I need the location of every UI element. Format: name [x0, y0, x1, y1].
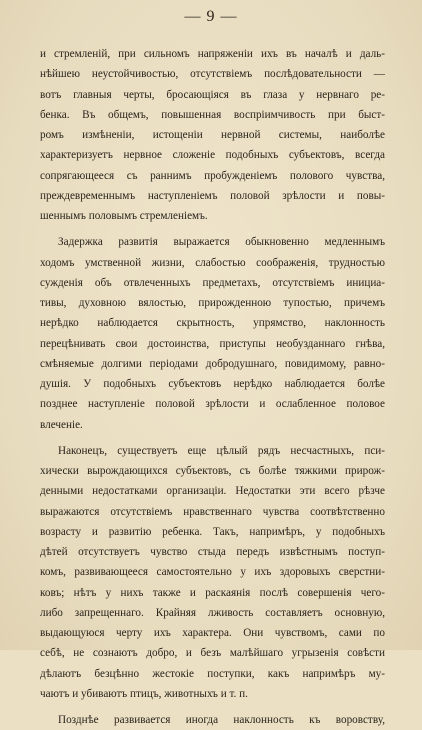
text-line: чаютъ и убиваютъ птицъ, животныхъ и т. п. — [40, 687, 248, 700]
text-line: душія. У подобныхъ субъектовъ нерѣдко наблюдается болѣе — [40, 378, 385, 390]
text-line: вотъ главныя черты, бросающіяся въ глаза у нервнаго ре- — [40, 88, 385, 101]
text-line: ковъ; нѣтъ у нихъ также и раскаянія послѣ совершенія чего- — [40, 586, 385, 599]
text-line: комъ, развивающееся самостоятельно у ихъ здоровыхъ сверстни- — [40, 566, 385, 579]
page-number: — 9 — — [184, 8, 238, 25]
text-line: выражаются отсутствіемъ нравственнаго чувства соотвѣтственно — [40, 505, 385, 518]
text-line: нѣйшею неустойчивостью, отсутствіемъ послѣдовательности — — [40, 68, 385, 81]
paragraph — [40, 232, 385, 435]
text-line: шеннымъ половымъ стремленіемъ. — [40, 210, 208, 222]
paragraph — [40, 44, 385, 226]
text-line: характеризуетъ нервное сложеніе подобныхъ субъектовъ, всегда — [40, 149, 385, 162]
text-line: дѣтей отсутствуетъ чувство стыда передъ извѣстнымъ поступ- — [40, 546, 385, 558]
text-line: Позднѣе развивается иногда наклонность къ воровству, — [58, 714, 385, 726]
text-line: ромъ измѣненіи, истощеніи нервной системы, наиболѣе — [40, 129, 385, 141]
text-line: сужденія объ отвлеченныхъ предметахъ, отсутствіемъ инициа- — [40, 276, 385, 289]
text-line: возрасту и развитію ребенка. Такъ, напримѣръ, у подобныхъ — [40, 525, 385, 538]
page-body-text — [40, 44, 385, 730]
text-line: либо запрещеннаго. Крайняя лживость составляетъ основную, — [40, 606, 385, 619]
text-line: перецѣнивать свои достоинства, приступы необузданнаго гнѣва, — [40, 337, 385, 350]
text-line: бенка. Въ общемъ, повышенная воспріимчивость при быст- — [40, 108, 385, 121]
text-line: денными недостатками организаціи. Недостатки эти всего рѣзче — [40, 485, 385, 498]
text-line: Наконецъ, существуетъ еще цѣлый рядъ несчастныхъ, пси- — [58, 444, 385, 457]
text-line: хически вырождающихся субъектовъ, съ болѣе тяжкими прирож- — [40, 465, 385, 477]
text-line: влеченіе. — [40, 418, 83, 431]
text-line: Задержка развитія выражается обыкновенно медленнымъ — [58, 236, 385, 249]
text-line: и стремленій, при сильномъ напряженіи ихъ въ началѣ и даль- — [40, 48, 385, 60]
paragraph — [40, 710, 385, 730]
text-line: выдающуюся черту ихъ характера. Они чувствомъ, сами по — [40, 627, 385, 639]
text-line: дѣлаютъ безцѣнно жестокіе поступки, какъ напримѣръ му- — [40, 667, 385, 680]
text-line: смѣняемые долгими періодами добродушнаго, повидимому, равно- — [40, 357, 385, 370]
text-line: сопрягающееся съ раннимъ пробужденіемъ полового чувства, — [40, 169, 385, 182]
text-line: нерѣдко наблюдается скрытность, упрямство, наклонность — [40, 317, 385, 330]
text-line: позднее наступленіе половой зрѣлости и ослабленное половое — [40, 398, 385, 411]
text-line: преждевременнымъ наступленіемъ половой зрѣлости и повы- — [40, 189, 385, 202]
paragraph — [40, 441, 385, 704]
text-line: ходомъ умственной жизни, слабостью соображенія, трудностью — [40, 256, 385, 269]
text-line: себѣ, не сознаютъ добро, и безъ малѣйшаго угрызенія совѣсти — [40, 647, 385, 660]
text-line: тивы, духовною вялостью, прирожденною тупостью, причемъ — [40, 297, 385, 309]
